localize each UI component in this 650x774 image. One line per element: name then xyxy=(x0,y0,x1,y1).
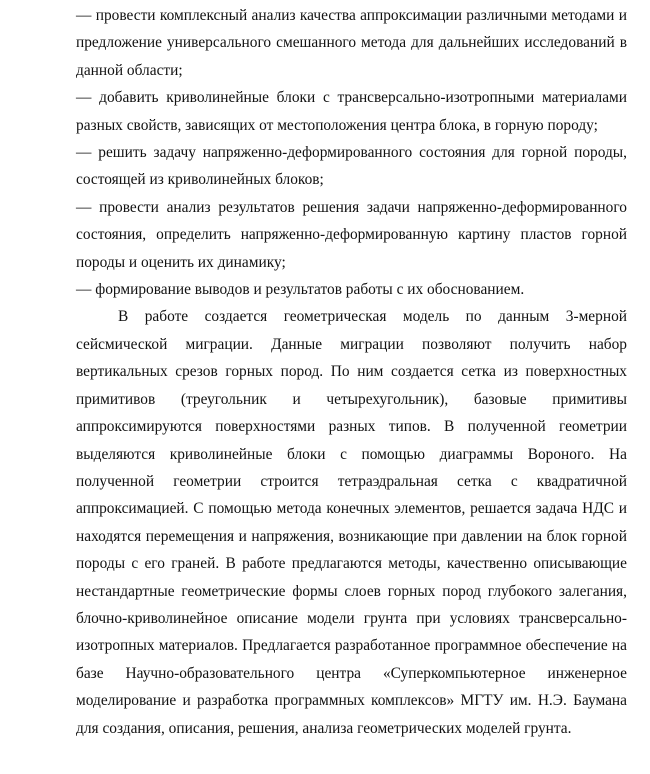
list-item-4: — провести анализ результатов решения задачи напряженно-деформированного состояния, определить напряженно-деформированную картину пластов горной породы и оценить их динамику; xyxy=(76,198,627,271)
list-item-3: — решить задачу напряженно-деформированного состояния для горной породы, состоящей из криволинейных блоков; xyxy=(76,144,627,189)
list-item-2: — добавить криволинейные блоки с трансверсально-изотропными материалами разных свойств, зависящих от местоположения центра блока, в горную породу; xyxy=(76,89,627,134)
list-item-5: — формирование выводов и результатов работы с их обоснованием. xyxy=(76,281,525,299)
list-item-1: — провести комплексный анализ качества аппроксимации различными методами и предложение универсального смешанного метода для дальнейших исследований в данной области; xyxy=(76,7,627,79)
body-paragraph: В работе создается геометрическая модель по данным 3-мерной сейсмической миграции. Данные миграции позволяют получить набор вертикальных срезов горных пород. По ним создается сетка из поверхностных примитивов (треугольник и четырехугольник), базовые примитивы аппроксимируются поверхностями разных типов. В полученной геометрии выделяются криволинейные блоки с помощью диаграммы Вороного. На полученной геометрии строится тетраэдральная сетка с квадратичной аппроксимацией. С помощью метода конечных элементов, решается задача НДС и находятся перемещения и напряжения, возникающие при давлении на блок горной породы с его граней. В работе предлагаются методы, качественно описывающие нестандартные геометрические формы слоев горных пород глубокого залегания, блочно-криволинейное описание модели грунта при условиях трансверсально-изотропных материалов. Предлагается разработанное программное обеспечение на базе Научно-образовательного центра «Суперкомпьютерное инженерное моделирование и разработка программных комплексов» МГТУ им. Н.Э. Баумана для создания, описания, решения, анализа геометрических моделей грунта. xyxy=(76,308,627,737)
document-page xyxy=(76,2,627,742)
